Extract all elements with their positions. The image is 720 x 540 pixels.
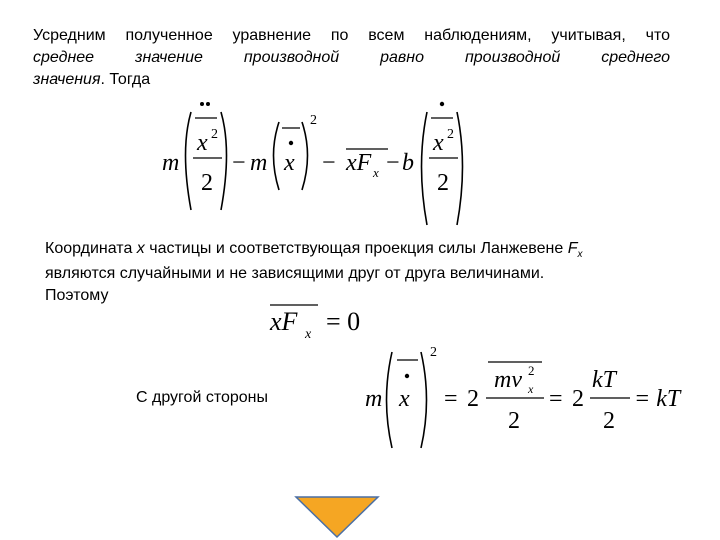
para2-line-2: являются случайными и не зависящими друг от друга величинами. — [45, 265, 545, 282]
eq3-dot — [405, 374, 409, 378]
intro-line-3-italic: значения — [33, 71, 101, 88]
eq3-kT-num: kT — [592, 367, 616, 393]
eq3-mv-sub: x — [528, 382, 534, 396]
intro-line-3-rest: . Тогда — [100, 71, 151, 88]
eq1-minus-3: − — [386, 150, 400, 176]
intro-line-1: Усредним полученное уравнение по всем наблюдениям, учитывая, что — [33, 27, 670, 44]
eq1-bracket-r3 — [457, 112, 463, 225]
eq3-eq-1: = — [444, 386, 458, 412]
intro-line-2: среднее значение производной равно производной среднего — [33, 49, 670, 66]
eq1-bracket-l1 — [186, 112, 192, 210]
eq2-eq: = 0 — [326, 307, 361, 336]
eq1-denom-1: 2 — [201, 170, 213, 196]
para2-text-b: частицы и соответствующая проекция силы Ланжевене — [144, 240, 568, 257]
eq3-two-2: 2 — [572, 386, 584, 412]
eq3-eq-2: = — [549, 386, 563, 412]
eq1-x-2: x — [284, 150, 295, 176]
eq1-minus-2: − — [322, 150, 336, 176]
eq1-x-1: x — [197, 130, 208, 156]
eq1-x-sup-3: 2 — [447, 127, 454, 142]
eq1-sup-2: 2 — [310, 113, 317, 128]
eq1-m-2: m — [250, 150, 268, 176]
down-arrow-icon — [296, 497, 378, 537]
eq1-ddot-b — [206, 102, 210, 106]
para2-line-1 — [45, 239, 685, 265]
eq3-m: m — [365, 386, 383, 412]
eq1-dot-3 — [440, 102, 444, 106]
eq2-xF: xF — [270, 307, 298, 336]
eq1-x-sup-1: 2 — [211, 127, 218, 142]
eq3-two-1: 2 — [467, 386, 479, 412]
eq1-xF: xF — [346, 150, 372, 176]
eq1-b: b — [402, 150, 414, 176]
eq1-minus-1: − — [232, 150, 246, 176]
eq1-bracket-r1 — [221, 112, 227, 210]
eq1-x-3: x — [433, 130, 444, 156]
para2-F: F — [567, 240, 578, 257]
eq1-ddot-a — [200, 102, 204, 106]
eq3-sup: 2 — [430, 345, 437, 360]
eq3-bracket-r — [421, 352, 427, 448]
eq1-bracket-l3 — [422, 112, 428, 225]
eq1-bracket-r2 — [302, 122, 308, 190]
para2-line-3: Поэтому — [45, 287, 109, 304]
eq3-mv: mv — [494, 367, 522, 393]
eq3-denom-1: 2 — [508, 408, 520, 434]
para2-F-sub: x — [577, 249, 583, 261]
eq1-m-1: m — [162, 150, 180, 176]
eq2-sub: x — [305, 327, 312, 342]
eq1-bracket-l2 — [274, 122, 280, 190]
eq1-dot-2 — [289, 141, 293, 145]
eq3-denom-2: 2 — [603, 408, 615, 434]
other-side-label: С другой стороны — [136, 389, 268, 406]
eq3-bracket-l — [387, 352, 393, 448]
para2-x: x — [136, 240, 145, 257]
eq1-xF-sub: x — [373, 165, 379, 180]
eq3-mv-sup: 2 — [528, 363, 535, 378]
para2-text-a: Координата — [45, 240, 137, 257]
eq3-kT-final: = kT — [634, 386, 681, 412]
eq1-denom-3: 2 — [437, 170, 449, 196]
eq3-x: x — [399, 386, 410, 412]
